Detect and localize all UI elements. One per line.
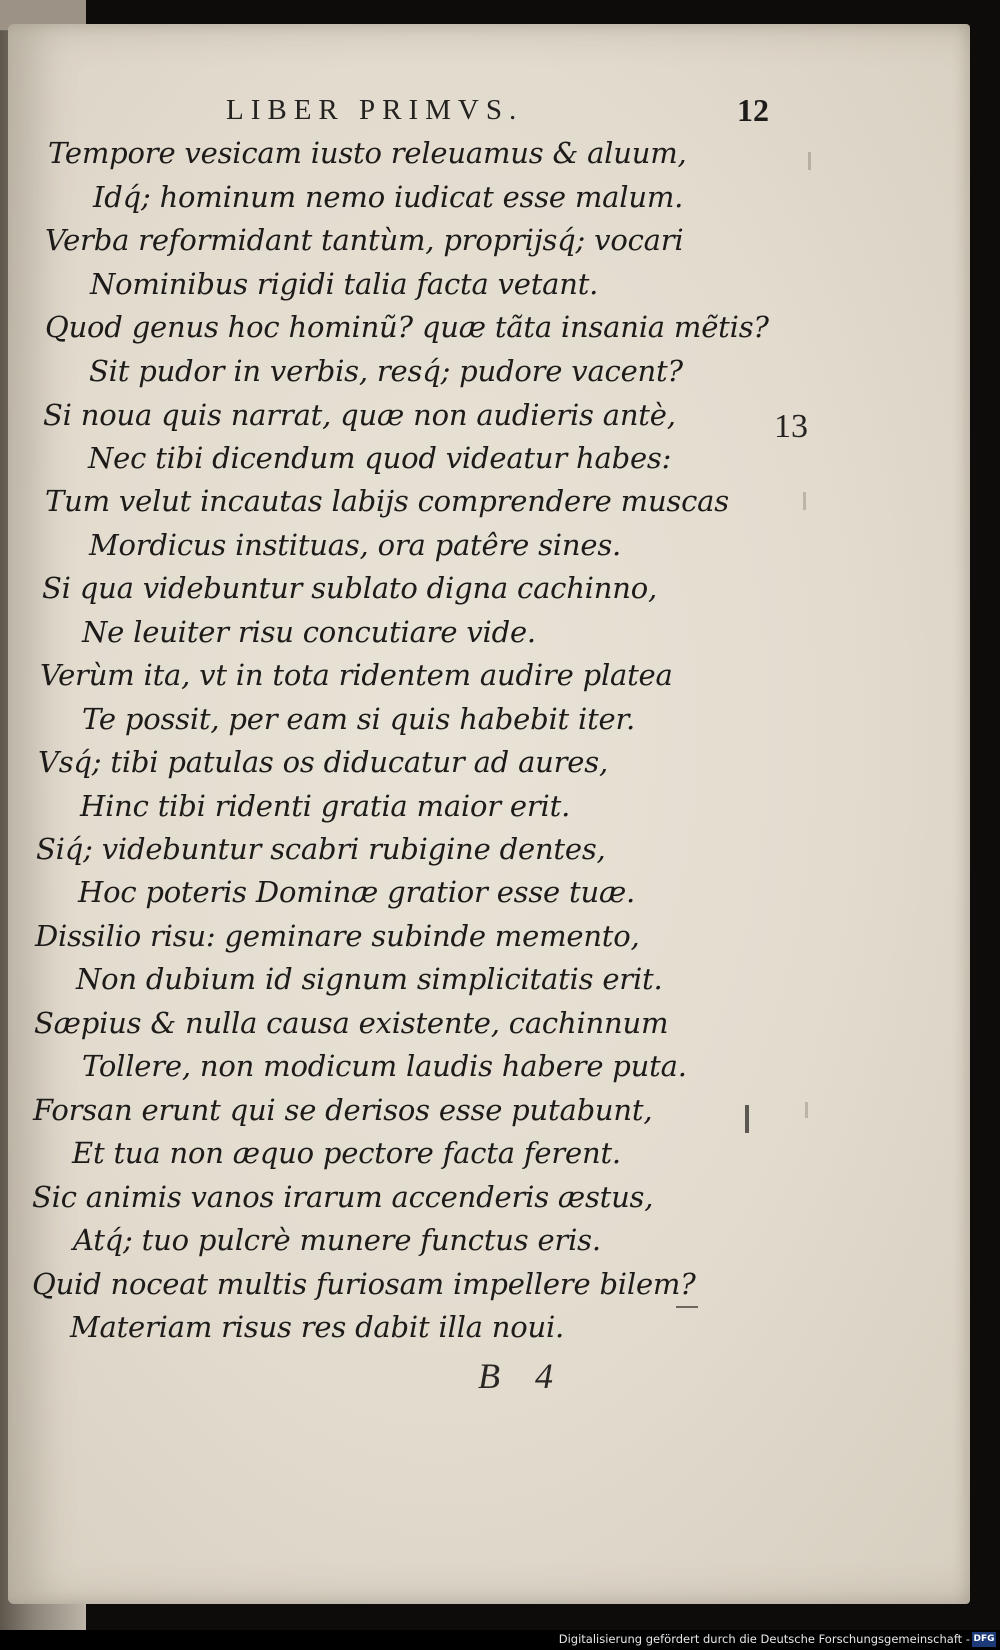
signature-mark: B 4 [478,1356,553,1396]
verse-line: Materiam risus res dabit illa noui. [70,1310,565,1344]
verse-line: Hoc poteris Dominæ gratior esse tuæ. [78,875,636,909]
verse-line: Sic animis vanos irarum accenderis æstus, [32,1180,654,1214]
bleed-mark [745,1105,749,1133]
verse-line: Non dubium id signum simplicitatis erit. [76,962,663,996]
verse-line: Tum velut incautas labijs comprendere muscas [45,484,729,518]
verse-line: Idq́; hominum nemo iudicat esse malum. [93,180,684,214]
verse-line: Verba reformidant tantùm, proprijsq́; vocari [45,223,684,257]
verse-line: Et tua non æquo pectore facta ferent. [72,1136,621,1170]
marginal-number: 13 [774,408,808,445]
verse-line: Te possit, per eam si quis habebit iter. [82,702,635,736]
verse-line: Vsq́; tibi patulas os diducatur ad aures, [38,745,608,779]
verse-line: Si qua videbuntur sublato digna cachinno, [42,571,657,605]
running-head: LIBER PRIMVS. [226,94,524,126]
verse-line: Siq́; videbuntur scabri rubigine dentes, [36,832,606,866]
bleed-mark [805,1102,808,1118]
verse-line: Quod genus hoc hominũ? quæ tãta insania mẽtis? [45,310,769,344]
bleed-mark [808,152,811,170]
verse-line: Hinc tibi ridenti gratia maior erit. [80,789,571,823]
dfg-logo: DFG [972,1632,996,1647]
verse-line: Nec tibi dicendum quod videatur habes: [88,441,672,475]
verse-line: Nominibus rigidi talia facta vetant. [90,267,599,301]
funding-credit: Digitalisierung gefördert durch die Deutsche Forschungsgemeinschaft - [558,1632,970,1646]
verse-line: Quid noceat multis furiosam impellere bilem? [32,1267,696,1301]
bleed-mark [676,1306,698,1308]
verse-line: Verùm ita, vt in tota ridentem audire platea [40,658,673,692]
verse-line: Forsan erunt qui se derisos esse putabunt, [33,1093,653,1127]
folio-number: 12 [737,92,769,128]
verse-line: Mordicus instituas, ora patêre sines. [89,528,622,562]
verse-line: Tollere, non modicum laudis habere puta. [82,1049,687,1083]
verse-line: Si noua quis narrat, quæ non audieris antè, [43,398,676,432]
verse-line: Sit pudor in verbis, resq́; pudore vacent? [89,354,683,388]
verse-line: Ne leuiter risu concutiare vide. [82,615,536,649]
verse-line: Atq́; tuo pulcrè munere functus eris. [73,1223,601,1257]
bleed-mark [803,492,806,510]
verse-line: Dissilio risu: geminare subinde memento, [35,919,640,953]
verse-line: Tempore vesicam iusto releuamus & aluum, [48,136,687,170]
verse-line: Sæpius & nulla causa existente, cachinnum [34,1006,669,1040]
footer-bar [0,1630,1000,1650]
